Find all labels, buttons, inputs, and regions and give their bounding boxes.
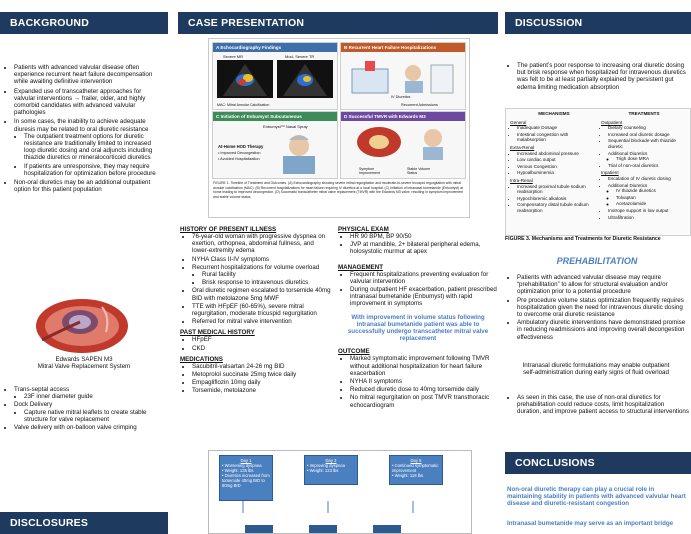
exam-item: • JVP at mandible, 2+ bilateral peripheral edema, holosystolic murmur at apex <box>350 241 498 255</box>
figure-1-caption: FIGURE 1. Timeline of Treatment and Outcomes. (A) Echocardiography showing severe mitral regurgitation and moderate-to-severe tricuspid regurgitation with mitral annular calcification (MAC). (B) Recurrent hospitalizations for heart failure requiring IV diuretics at a local hospital. (C) Initiation of intranasal bumetanide (Enbumyst) at home leading to improved decongestion. (D) Successful transcatheter mitral valve replacement (TMVR) with the Edwards M3 valve, resulting in symptom improvement and stable volume status. <box>213 181 464 199</box>
disclosures-header: DISCLOSURES <box>0 512 168 534</box>
right-column <box>503 0 691 527</box>
conclusions-header: CONCLUSIONS <box>505 452 691 474</box>
background-item: • In some cases, the inability to achieve adequate diuresis may be related to oral diuretic resistance • The outpatient treatment options for diuretic resistance are traditionally limited to increased loop diuretic dosing and oral adjuncts including thiazide diuretics or mineralocorticoid diuretics • If patients are unresponsive, they may require hospitalization for optimization before procedure <box>14 118 164 177</box>
outcome-item: • Reduced diuretic dose to 40mg torsemide daily <box>350 386 498 393</box>
valve-item: • Valve delivery with on-balloon valve crimping <box>14 424 164 431</box>
conclusion-text-2: Intranasal bumetanide may serve as an important bridge <box>507 520 674 527</box>
mechanisms-table <box>505 108 691 236</box>
outcome-item: • No mitral regurgitation on post TMVR transthoracic echocardiogram <box>350 394 498 408</box>
hospital-illustration <box>347 55 459 95</box>
timeline-box: Day 1 • Worsening dyspnea • Weight: 135 lbs • Diuretics increased from torsemide 40mg BID to 80mg BID <box>219 455 273 501</box>
valve-subitem: • 23F inner diameter guide <box>24 393 164 400</box>
hpi-item: • NYHA Class II-IV symptoms <box>192 256 332 263</box>
case-header: CASE PRESENTATION <box>178 12 498 34</box>
management-item: • Frequent hospitalizations preventing evaluation for valvular intervention <box>350 271 498 285</box>
prehab-item: • Patients with advanced valvular disease may require “prehabilitation” to allow for structural evaluation and/or optimization prior to a potential procedure <box>517 274 689 296</box>
mechanisms-col: MECHANISMS General • Inadequate Dosage • Intestinal congestion with malabsorption Extra-Renal • Increased abdominal pressure • Low cardiac output • Venous Congestion • Hypoalbuminemia Intra-Renal • Increased proximal tubule sodium reabsorption • Hypochloremic alkalosis • Compensatory distal tubule sodium reabsorption <box>510 111 598 215</box>
prehab-center-text: Intranasal diuretic formulations may enable outpatient self-administration during early signs of fluid overload <box>522 362 670 377</box>
background-item: • Expanded use of transcatheter approaches for valvular interventions → frailer, older, and highly comorbid candidates with advanced valvular pathologies <box>14 88 164 117</box>
panel-c: C Initiation of Enbumyst Subcutaneous Enbumyst™ Nasal Spray At-Home HOD Therapy • Improved Decongestion • Avoided Hospitalization <box>212 111 338 179</box>
exam-item: • HR 90 BPM, BP 90/50 <box>350 233 498 240</box>
patient-illustration <box>265 132 333 174</box>
timeline-figure <box>208 450 472 534</box>
background-subitem: • The outpatient treatment options for diuretic resistance are traditionally limited to increased loop diuretic dosing and oral adjuncts including thiazide diuretics or mineralocorticoid diuretics <box>24 133 164 162</box>
pmh-item: • HFpEF <box>192 336 332 343</box>
conclusion-text-1: Non-oral diuretic therapy can play a crucial role in maintaining stability in patients with advanced valvular heart disease and diuretic-resistant congestion <box>507 486 686 508</box>
panel-b: B Recurrent Heart Failure Hospitalizations IV Diuretics Recurrent Admissions <box>340 42 466 110</box>
discussion-item: • The patient’s poor response to increasing oral diuretic dosing but brisk response when hospitalized for intravenous diuretics was felt to be at least partially explained by persistent gut edema limiting medication absorption <box>517 62 687 91</box>
hpi-item: • Oral diuretic regimen escalated to torsemide 40mg BID with metolazone 5mg MWF <box>192 287 332 301</box>
medication-item: • Torsemide, metolazone <box>192 387 332 394</box>
panel-d: D Successful TMVR with Edwards M3 Symptom Improvement Stable Volume Status <box>340 111 466 179</box>
prehab-item: • As seen in this case, the use of non-oral diuretics for prehabilitation could reduce costs, limit hospitalization duration, and improve patient access to structural interventions <box>517 394 689 416</box>
hpi-title: HISTORY OF PRESENT ILLNESS <box>180 226 277 233</box>
tmvr-illustration <box>349 124 459 160</box>
outcome-item: • NYHA II symptoms <box>350 378 498 385</box>
valve-image <box>32 292 132 354</box>
prehab-item: • Ambulatory diuretic interventions have demonstrated promise in reducing readmissions and improving overall decongestion effectiveness <box>517 319 689 341</box>
heart-valve-illustration <box>32 292 132 354</box>
hpi-item: • Referred for mitral valve intervention <box>192 318 332 325</box>
timeline-box: Day 5 • Continued symptomatic improvement • Weight: 118 lbs <box>389 455 443 485</box>
valve-subitem: • Capture native mitral leaflets to create stable structure for valve replacement <box>24 409 164 423</box>
valve-item: • Trans-septal access • 23F inner diameter guide <box>14 386 164 400</box>
panel-a: A Echocardiography Findings Severe MR Mod- Severe TR MAC: Mitral Annular Calcification <box>212 42 338 110</box>
hpi-section <box>180 226 332 396</box>
medication-item: • Sacubitril-valsartan 24-26 mg BID <box>192 363 332 370</box>
prehab-title: PREHABILITATION <box>556 256 638 266</box>
medication-item: • Metoprolol succinate 25mg twice daily <box>192 371 332 378</box>
timeline-axis <box>209 501 471 533</box>
hpi-subitem: • Rural facility <box>202 271 332 278</box>
hpi-item: • Recurrent hospitalizations for volume overload • Rural facility • Brisk response to intravenous diuretics <box>192 264 332 287</box>
medication-item: • Empagliflozin 10mg daily <box>192 379 332 386</box>
background-subitem: • If patients are unresponsive, they may require hospitalization for optimization before procedure <box>24 163 164 177</box>
prehab-list <box>503 274 689 342</box>
pmh-title: PAST MEDICAL HISTORY <box>180 329 255 337</box>
background-item: • Non-oral diuretics may be an additional outpatient option for this patient population <box>14 179 164 193</box>
highlight-text: With improvement in volume status following intranasal bumetanide patient was able to successfully undergo transcatheter mitral valve replacement <box>347 313 489 343</box>
timeline-box: Day 3 • Improving dyspnea • Weight: 123 lbs <box>304 455 358 485</box>
figure-3-caption: FIGURE 3. Mechanisms and Treatments for Diuretic Resistance <box>505 236 661 242</box>
outcome-item: • Marked symptomatic improvement following TMVR without additional hospitalization for heart failure exacerbation <box>350 355 498 377</box>
medications-title: MEDICATIONS <box>180 355 223 363</box>
hpi-item: • TTE with HFpEF (60-65%), severe mitral regurgitation, moderate tricuspid regurgitation <box>192 303 332 317</box>
management-item: • During outpatient HF exacerbation, patient prescribed intranasal bumetanide (Enbumyst) with rapid improvement in symptoms <box>350 286 498 308</box>
prehab-item: • Pre procedure volume status optimization frequently requires hospitalization given the need for intravenous diuretic dosing to overcome oral diuretic resistance <box>517 297 689 319</box>
figure-1 <box>208 38 470 218</box>
management-title: MANAGEMENT <box>338 263 384 271</box>
valve-item: • Dock Delivery • Capture native mitral leaflets to create stable structure for valve replacement <box>14 401 164 423</box>
center-column <box>178 0 498 488</box>
echo-images <box>217 60 333 98</box>
valve-caption: Edwards SAPEN M3 Mitral Valve Replacement System <box>37 356 131 371</box>
background-list <box>0 64 168 193</box>
discussion-header: DISCUSSION <box>505 12 691 34</box>
background-header: BACKGROUND <box>0 12 168 34</box>
treatments-col: TREATMENTS Outpatient • Dietary counseling • Increased oral diuretic dosage • Sequential blockade with thiazide diuretic • Additional Diuretics ◦ Trigh dose MRA • Trial of non-oral diuretics Inpatient • Escalation of IV diuretic dosing • Additional Diuretics ◦ IV thiazide diuretics ◦ Tolvaptan ◦ Acetazolamide • Inotrope support in low output • Ultrafiltration <box>601 111 687 221</box>
left-column <box>0 0 168 529</box>
pmh-item: • CKD <box>192 345 332 352</box>
discussion-list <box>503 62 691 91</box>
valve-list <box>0 386 164 432</box>
exam-section <box>338 226 498 410</box>
prehab-list-2 <box>503 394 689 417</box>
background-item: • Patients with advanced valvular disease often experience recurrent heart failure decompensation while awaiting definitive intervention <box>14 64 164 86</box>
physical-exam-title: PHYSICAL EXAM <box>338 226 389 233</box>
outcome-title: OUTCOME <box>338 348 370 356</box>
hpi-item: • 76-year-old woman with progressive dyspnea on exertion, orthopnea, abdominal fullness, and lower-extremity edema <box>192 233 332 255</box>
hpi-subitem: • Brisk response to intravenous diuretics <box>202 279 332 286</box>
